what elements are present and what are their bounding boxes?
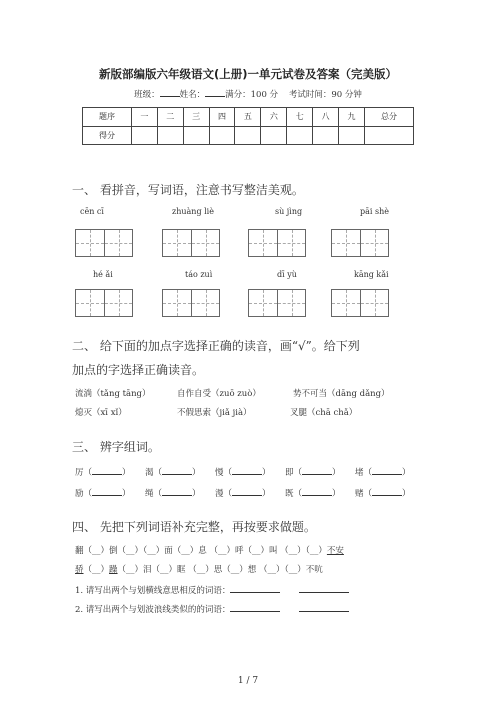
score-row-label: 得分 (83, 126, 132, 145)
writing-cell[interactable] (163, 230, 191, 256)
word-char: 慢 (215, 468, 224, 478)
word-char: 漫 (215, 489, 224, 499)
question-1 (75, 584, 349, 596)
idiom-line (75, 544, 344, 556)
answer-blank[interactable] (162, 466, 192, 475)
word-char: 绳 (145, 489, 154, 499)
name-label: 姓名： (179, 90, 206, 100)
writing-cell[interactable] (191, 290, 219, 316)
writing-grid[interactable] (248, 289, 306, 317)
answer-blank[interactable] (162, 487, 192, 496)
score-cell[interactable] (313, 126, 339, 145)
pinyin-label: kāng kǎi (354, 270, 389, 279)
score-cell[interactable] (287, 126, 313, 145)
idiom-text: （__）泪（__）眶 （__）思（__）想 （__）（__）不吭 (117, 565, 323, 575)
word-char: 赌 (355, 489, 364, 499)
pinyin-label: sù jìng (275, 207, 303, 216)
section2-title-line2: 加点的字选择正确读音。 (72, 363, 205, 377)
idiom-text: 翻（__）倒（__）（__）面（__）息 （__）呼（__）叫 （__）（__） (75, 546, 327, 556)
writing-cell[interactable] (277, 230, 305, 256)
score-header-cell: 七 (287, 108, 313, 127)
score-cell[interactable] (364, 126, 413, 145)
writing-grid[interactable] (331, 289, 389, 317)
word-item[interactable]: 厉（ ） (75, 468, 131, 478)
writing-cell[interactable] (191, 230, 219, 256)
word-item[interactable]: 漫（ ） (215, 489, 271, 499)
writing-cell[interactable] (163, 290, 191, 316)
score-cell[interactable] (339, 126, 365, 145)
reading-item[interactable]: 熄灭（xī xǐ） (75, 408, 127, 418)
score-header-cell: 题序 (83, 108, 132, 127)
reading-item[interactable]: 流淌（tǎng tāng） (75, 389, 151, 399)
pinyin-label: táo zuì (185, 270, 213, 279)
pinyin-label: dī yù (277, 270, 297, 279)
writing-cell[interactable] (76, 290, 104, 316)
word-char: 渴 (145, 468, 154, 478)
class-blank (160, 88, 180, 97)
word-char: 堵 (355, 468, 364, 478)
word-item[interactable]: 渴（ ） (145, 468, 201, 478)
word-item[interactable]: 即（ ） (285, 468, 341, 478)
answer-blank[interactable] (232, 487, 262, 496)
answer-blank[interactable] (92, 487, 122, 496)
word-char: 厉 (75, 468, 84, 478)
name-blank (205, 88, 225, 97)
score-cell[interactable] (261, 126, 287, 145)
writing-cell[interactable] (277, 290, 305, 316)
score-header-row (83, 108, 414, 127)
answer-blank[interactable] (92, 466, 122, 475)
writing-cell[interactable] (104, 290, 132, 316)
section3-title: 三、 辨字组词。 (72, 440, 160, 454)
word-item[interactable]: 堵（ ） (355, 468, 411, 478)
class-label: 班级： (134, 90, 160, 100)
score-cell[interactable] (157, 126, 183, 145)
answer-blank[interactable] (372, 487, 402, 496)
writing-cell[interactable] (249, 290, 277, 316)
section4-title: 四、 先把下列词语补充完整，再按要求做题。 (72, 520, 316, 534)
writing-cell[interactable] (104, 230, 132, 256)
reading-item[interactable]: 叉腿（chā chǎ） (290, 408, 358, 418)
writing-cell[interactable] (332, 230, 360, 256)
idiom-text: （__） (83, 565, 110, 575)
word-item[interactable]: 绳（ ） (145, 489, 201, 499)
underlined-word: 不安 (326, 546, 344, 556)
question-text: 1. 请写出两个与划横线意思相反的词语： (75, 586, 231, 596)
answer-blank[interactable] (232, 466, 262, 475)
pinyin-label: pāi shè (360, 207, 389, 216)
writing-grid[interactable] (75, 229, 133, 257)
writing-cell[interactable] (360, 230, 388, 256)
section1-title: 一、 看拼音，写词语，注意书写整洁美观。 (72, 183, 304, 197)
score-header-cell: 三 (183, 108, 209, 127)
answer-blank[interactable] (299, 584, 349, 593)
question-text: 2. 请写出两个与划波浪线类似的的词语： (75, 605, 231, 615)
pinyin-label: hé ǎi (93, 270, 113, 279)
answer-blank[interactable] (302, 466, 332, 475)
answer-blank[interactable] (372, 466, 402, 475)
score-cell[interactable] (209, 126, 235, 145)
writing-grid[interactable] (331, 229, 389, 257)
score-cell[interactable] (131, 126, 157, 145)
answer-blank[interactable] (230, 584, 280, 593)
wavy-underlined-char: 骄 (75, 565, 84, 575)
page-number: 1 / 7 (237, 676, 259, 686)
writing-grid[interactable] (75, 289, 133, 317)
score-header-cell: 六 (261, 108, 287, 127)
reading-item[interactable]: 自作自受（zuō zuò） (177, 389, 261, 399)
score-cell[interactable] (235, 126, 261, 145)
word-char: 励 (75, 489, 84, 499)
word-char: 既 (285, 489, 294, 499)
writing-grid[interactable] (248, 229, 306, 257)
score-header-cell: 九 (339, 108, 365, 127)
word-item[interactable]: 既（ ） (285, 489, 341, 499)
writing-grid[interactable] (162, 289, 220, 317)
word-item[interactable]: 慢（ ） (215, 468, 271, 478)
writing-cell[interactable] (76, 230, 104, 256)
score-table (82, 107, 414, 145)
word-item[interactable]: 赌（ ） (355, 489, 411, 499)
score-row (83, 126, 414, 145)
pinyin-label: cēn cī (80, 207, 104, 216)
pinyin-label: zhuàng liè (172, 207, 214, 216)
reading-item[interactable]: 不假思索（jiǎ jià） (177, 408, 252, 418)
question-2 (75, 603, 349, 615)
score-header-cell: 八 (313, 108, 339, 127)
answer-blank[interactable] (230, 603, 280, 612)
answer-blank[interactable] (299, 603, 349, 612)
answer-blank[interactable] (302, 487, 332, 496)
wavy-underlined-char: 躁 (109, 565, 118, 575)
idiom-line (75, 563, 323, 575)
document-title: 新版部编版六年级语文(上册)一单元试卷及答案（完美版） (98, 67, 397, 81)
writing-cell[interactable] (332, 290, 360, 316)
exam-time: 考试时间：90 分钟 (288, 90, 362, 100)
writing-grid[interactable] (162, 229, 220, 257)
word-char: 即 (285, 468, 294, 478)
writing-cell[interactable] (360, 290, 388, 316)
writing-cell[interactable] (249, 230, 277, 256)
score-header-cell: 二 (157, 108, 183, 127)
score-header-cell: 四 (209, 108, 235, 127)
reading-item[interactable]: 势不可当（dāng dǎng） (293, 389, 390, 399)
score-cell[interactable] (183, 126, 209, 145)
full-score: 满分：100 分 (225, 90, 279, 100)
section2-title-line1: 二、 给下面的加点字选择正确的读音，画“√”。给下列 (72, 339, 360, 353)
exam-info (0, 88, 496, 100)
score-header-cell: 一 (131, 108, 157, 127)
score-header-cell: 总分 (364, 108, 413, 127)
word-item[interactable]: 励（ ） (75, 489, 131, 499)
score-header-cell: 五 (235, 108, 261, 127)
